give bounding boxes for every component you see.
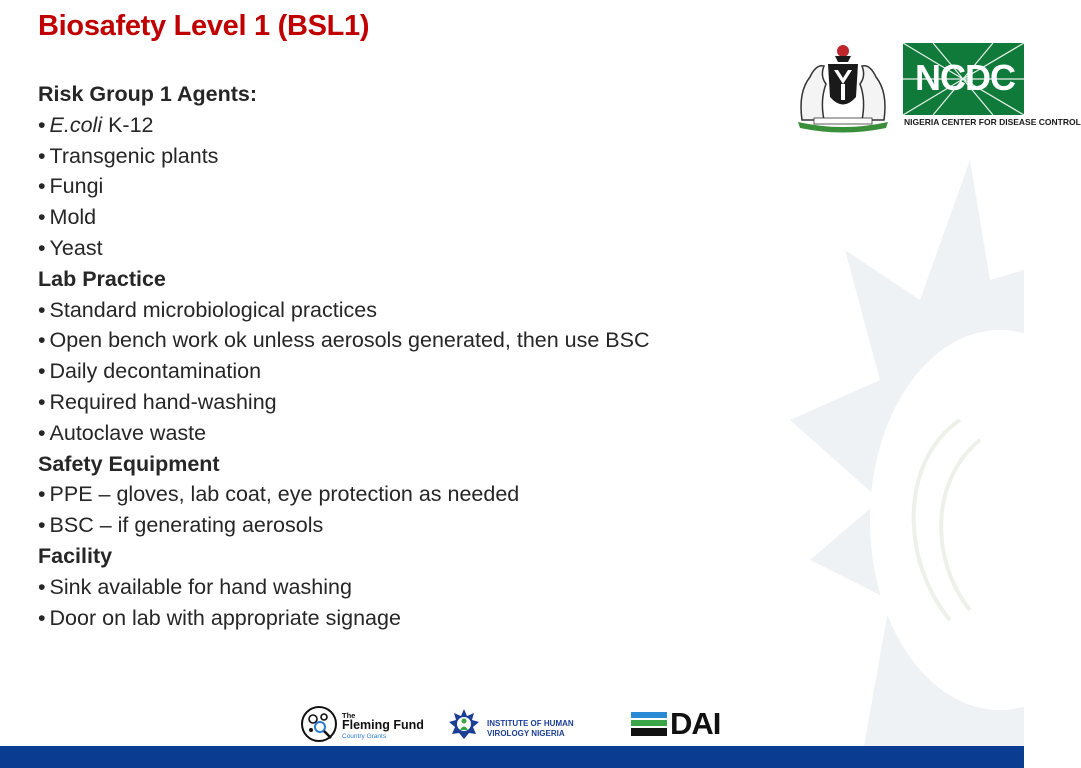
bullet-item xyxy=(38,325,758,356)
fleming-fund-tagline: Country Grants xyxy=(342,733,387,740)
bullet-marker: • xyxy=(38,205,46,230)
section-heading: Safety Equipment xyxy=(38,451,220,476)
bullet-item xyxy=(38,479,758,510)
bullet-item xyxy=(38,387,758,418)
bullet-item xyxy=(38,603,758,634)
bullet-marker: • xyxy=(38,359,46,384)
bullet-item-text: K-12 xyxy=(102,112,154,137)
bullet-marker: • xyxy=(38,328,46,353)
fleming-fund-logo xyxy=(300,705,430,743)
bullet-marker: • xyxy=(38,112,46,137)
bullet-marker: • xyxy=(38,143,46,168)
ihvn-logo-line1: INSTITUTE OF HUMAN xyxy=(487,719,574,728)
bullet-item xyxy=(38,110,758,141)
ncdc-logo xyxy=(903,43,1081,129)
bullet-item xyxy=(38,233,758,264)
ihvn-icon xyxy=(448,708,480,740)
bullet-item xyxy=(38,141,758,172)
bullet-item-text: Autoclave waste xyxy=(49,420,207,445)
ncdc-logo-subtitle: NIGERIA CENTER FOR DISEASE CONTROL xyxy=(904,117,1081,127)
section-heading: Risk Group 1 Agents: xyxy=(38,82,258,106)
bullet-item-text: Transgenic plants xyxy=(49,143,219,168)
ncdc-logo-text: NCDC xyxy=(915,57,1015,98)
bullet-marker: • xyxy=(38,574,46,599)
bullet-item xyxy=(38,356,758,387)
bullet-marker: • xyxy=(38,605,46,630)
bullet-marker: • xyxy=(38,235,46,260)
bullet-item-text: Door on lab with appropriate signage xyxy=(49,605,401,630)
bullet-item-text: PPE – gloves, lab coat, eye protection as needed xyxy=(49,482,520,507)
bullet-item xyxy=(38,418,758,449)
section-heading: Facility xyxy=(38,543,113,568)
dai-logo-text: DAI xyxy=(670,706,721,741)
bullet-item-text: Yeast xyxy=(49,235,103,260)
bullet-item-text: Standard microbiological practices xyxy=(49,297,377,322)
bullet-item xyxy=(38,202,758,233)
bullet-marker: • xyxy=(38,513,46,538)
slide-title: Biosafety Level 1 (BSL1) xyxy=(38,10,370,42)
bullet-item xyxy=(38,295,758,326)
bullet-item-text: Fungi xyxy=(49,174,104,199)
footer-bar xyxy=(0,746,1024,768)
bullet-marker: • xyxy=(38,174,46,199)
bullet-marker: • xyxy=(38,482,46,507)
dai-logo xyxy=(631,706,731,741)
bullet-marker: • xyxy=(38,297,46,322)
bullet-marker: • xyxy=(38,389,46,414)
dai-flag-icon xyxy=(631,712,667,736)
bullet-item xyxy=(38,171,758,202)
bullet-item-text: BSC – if generating aerosols xyxy=(49,513,324,538)
ncdc-logo-background xyxy=(903,43,1024,115)
bullet-item-italic-text: E.coli xyxy=(49,112,103,137)
bullet-item-text: Sink available for hand washing xyxy=(49,574,352,599)
fleming-fund-prefix: The xyxy=(342,711,356,720)
bullet-item xyxy=(38,572,758,603)
fleming-fund-name: Fleming Fund xyxy=(342,718,424,732)
bullet-item xyxy=(38,510,758,541)
bullet-marker: • xyxy=(38,420,46,445)
bullet-item-text: Required hand-washing xyxy=(49,389,277,414)
ihvn-logo xyxy=(448,708,588,742)
bullet-item-text: Daily decontamination xyxy=(49,359,262,384)
bullet-item-text: Open bench work ok unless aerosols generated, then use BSC xyxy=(49,328,650,353)
section-heading: Lab Practice xyxy=(38,266,166,291)
bullet-item-text: Mold xyxy=(49,205,97,230)
ihvn-logo-line2: VIROLOGY NIGERIA xyxy=(487,729,565,738)
fleming-fund-icon xyxy=(300,705,338,743)
nigeria-coat-of-arms-logo xyxy=(790,42,896,130)
slide-body xyxy=(38,79,758,633)
